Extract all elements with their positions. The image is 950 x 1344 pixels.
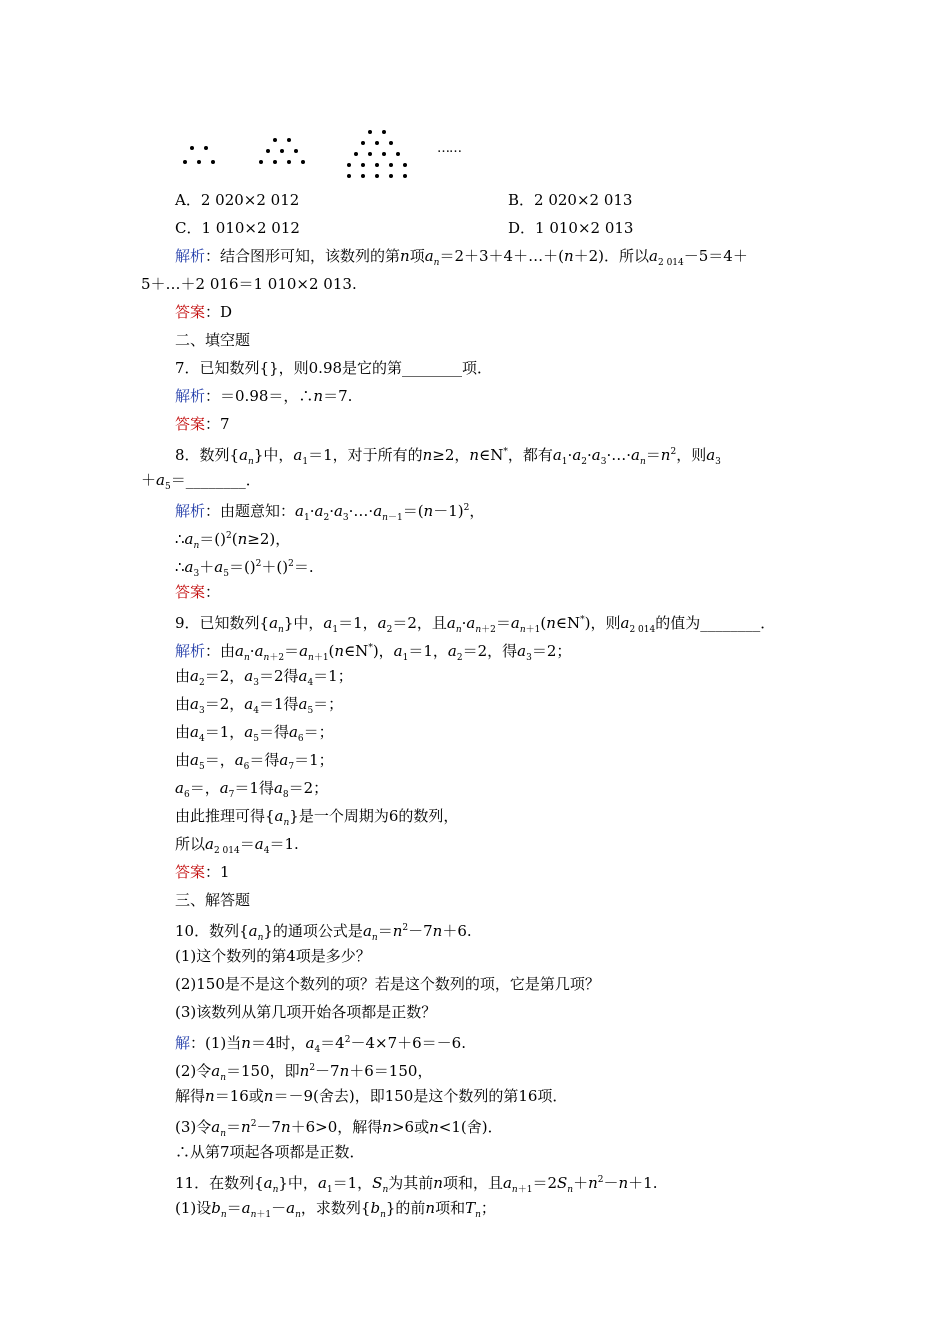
text-line: 由$a_5=$，$a_6=$得$a_7=1$； xyxy=(175,751,334,772)
text-line: 由此推理可得$\{a_n\}$是一个周期为6的数列， xyxy=(175,807,459,828)
figure-dot xyxy=(273,160,277,164)
text-line: 由$a_3=2$，$a_4=1$得$a_5=$； xyxy=(175,695,344,716)
figure-dot xyxy=(361,141,365,145)
figure-dot xyxy=(287,160,291,164)
figure-dot xyxy=(280,149,284,153)
figure-dot xyxy=(287,138,291,142)
text-line: 9．已知数列$\{a_n\}$中，$a_1=1$，$a_2=2$，且$a_n\cdot a_{n+2}=a_{n+1}(n\in N^*)$，则$a_{2 014}$的值为________． xyxy=(175,614,776,635)
figure-dot xyxy=(354,152,358,156)
figure-dot xyxy=(266,149,270,153)
text-line: 由$a_2=2$，$a_3=2$得$a_4=1$； xyxy=(175,667,353,688)
figure-dot xyxy=(382,152,386,156)
text-line: $\therefore a_3+a_5=()^2+()^2=$. xyxy=(175,558,314,579)
figure-dot xyxy=(294,149,298,153)
text-line: (3)该数列从第几项开始各项都是正数？ xyxy=(175,1003,437,1021)
option-a: A．2 020×2 012 xyxy=(175,191,300,209)
figure-dot xyxy=(375,141,379,145)
figure-dot xyxy=(375,174,379,178)
text-line: 答案：1 xyxy=(175,863,230,881)
text-line: (3)令$a_n=n^2-7n+6>0$，解得n>6或n<1(舍)． xyxy=(175,1118,503,1139)
figure-dot xyxy=(347,174,351,178)
figure-dot xyxy=(403,174,407,178)
option-d: D．1 010×2 013 xyxy=(508,219,634,237)
figure-dot xyxy=(389,163,393,167)
figure-dot xyxy=(368,152,372,156)
text-line: 解析：＝0.98＝，∴n＝7. xyxy=(175,387,353,405)
text-line: $\therefore a_n=()^2(n\ge 2)$， xyxy=(175,530,291,551)
figure-dot xyxy=(382,130,386,134)
figure-dot xyxy=(368,130,372,134)
text-line: 解：(1)当n＝4时，$a_4=4^2-4\times 7+6=-6$. xyxy=(175,1034,466,1055)
text-line: (2)令$a_n=150$，即$n^2-7n+6=150$， xyxy=(175,1062,433,1083)
option-c: C．1 010×2 012 xyxy=(175,219,300,237)
figure-dot xyxy=(375,163,379,167)
figure-dot xyxy=(361,163,365,167)
text-line: 答案：D xyxy=(175,303,233,321)
text-line: 5＋…＋2 016＝1 010×2 013. xyxy=(141,275,357,293)
figure-dot xyxy=(273,138,277,142)
text-line: 解得n＝16或n＝－9(舍去)，即150是这个数列的第16项． xyxy=(175,1087,568,1105)
text-line: (1)这个数列的第4项是多少？ xyxy=(175,947,371,965)
figure-dot xyxy=(301,160,305,164)
figure-dot xyxy=(259,160,263,164)
figure-dot xyxy=(396,152,400,156)
text-line: (1)设$b_n=a_{n+1}-a_n$，求数列$\{b_n\}$的前n项和$T_n$； xyxy=(175,1199,496,1220)
text-line: 答案： xyxy=(175,583,221,601)
text-line: 11．在数列$\{a_n\}$中，$a_1=1$，$S_n$为其前n项和，且$a_{n+1}=2S_n+n^2-n+1$. xyxy=(175,1174,658,1195)
text-line: 10．数列$\{a_n\}$的通项公式是$a_n=n^2-7n+6$. xyxy=(175,922,472,943)
text-line: 8．数列$\{a_n\}$中，$a_1=1$，对于所有的n≥2，n∈N*，都有$a_1\cdot a_2\cdot a_3\cdot\dots\cdot a_n=n^2$，则$a_3$ xyxy=(175,446,721,467)
text-line: $a_6=$，$a_7=1$得$a_8=2$； xyxy=(175,779,329,800)
figure-dot xyxy=(211,160,215,164)
figure-dot xyxy=(403,163,407,167)
text-line: 所以$a_{2 014}=a_4=1$. xyxy=(175,835,299,856)
figure-dot xyxy=(389,174,393,178)
text-line: 由$a_4=1$，$a_5=$得$a_6=$； xyxy=(175,723,334,744)
option-b: B．2 020×2 013 xyxy=(508,191,633,209)
text-line: 7．已知数列{}，则0.98是它的第________项． xyxy=(175,359,493,377)
text-line: 解析：由$a_n\cdot a_{n+2}=a_{n+1}(n\in N^*)$，$a_1=1$，$a_2=2$，得$a_3=2$； xyxy=(175,642,572,663)
dot-pattern-figure xyxy=(175,125,475,185)
text-line: 三、解答题 xyxy=(175,891,251,909)
figure-dot xyxy=(190,146,194,150)
figure-ellipsis: …… xyxy=(437,141,461,156)
text-line: 二、填空题 xyxy=(175,331,251,349)
text-line: 解析：由题意知：$a_1\cdot a_2\cdot a_3\cdot\dots\cdot a_{n-1}=(n-1)^2$， xyxy=(175,502,485,523)
text-line: ∴从第7项起各项都是正数． xyxy=(175,1143,365,1161)
figure-dot xyxy=(204,146,208,150)
text-line: $+a_5=\_\_\_\_\_\_\_\_$． xyxy=(141,471,261,492)
figure-dot xyxy=(347,163,351,167)
figure-dot xyxy=(389,141,393,145)
figure-dot xyxy=(361,174,365,178)
text-line: 解析：结合图形可知，该数列的第n项$a_n=2+3+4+\dots+(n+2)$．所以$a_{2 014}-5=4+$ xyxy=(175,247,748,268)
figure-dot xyxy=(183,160,187,164)
figure-dot xyxy=(197,160,201,164)
text-line: (2)150是不是这个数列的项？若是这个数列的项，它是第几项？ xyxy=(175,975,600,993)
text-line: 答案：7 xyxy=(175,415,230,433)
